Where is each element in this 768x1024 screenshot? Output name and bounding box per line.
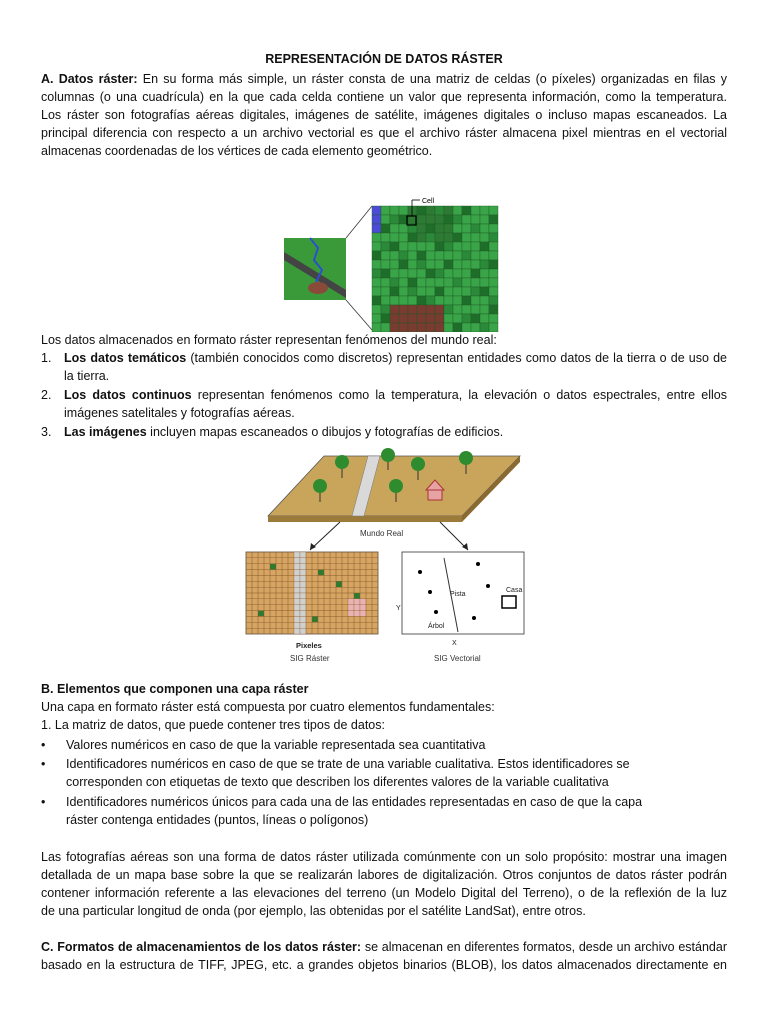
raster-cell: [453, 314, 462, 323]
raster-cell: [390, 269, 399, 278]
raster-pixel: [312, 616, 318, 622]
raster-cell: [471, 296, 480, 305]
raster-pixel: [354, 593, 360, 599]
bullet-2-text-cont: corresponden con etiquetas de texto que describen los diferentes valores de la variable cualitativa: [66, 775, 609, 789]
raster-pixel: [348, 611, 354, 617]
raster-cell: [372, 314, 381, 323]
tree-point: [472, 616, 476, 620]
raster-pixel: [300, 570, 306, 576]
raster-pixel: [300, 581, 306, 587]
raster-pixel: [294, 628, 300, 634]
raster-cell: [399, 305, 408, 314]
raster-cell: [372, 215, 381, 224]
raster-cell: [444, 242, 453, 251]
aerial-paragraph-line-4: de una particular longitud de onda (por ejemplo, las obtenidas por el satélite LandSat), entre otros.: [41, 904, 586, 918]
raster-cell: [417, 206, 426, 215]
raster-cell: [408, 296, 417, 305]
raster-pixel: [294, 599, 300, 605]
bullet-2-symbol: •: [41, 757, 46, 771]
raster-cell: [381, 278, 390, 287]
raster-cell: [480, 287, 489, 296]
raster-cell: [408, 305, 417, 314]
raster-pixel: [300, 558, 306, 564]
tree-point: [428, 590, 432, 594]
raster-cell: [426, 305, 435, 314]
bullet-3-text-cont: ráster contenga entidades (puntos, líneas o polígonos): [66, 813, 369, 827]
section-a-line-2: columnas (o una cuadrícula) en la que cada celda contiene un valor que representa información, como la temperatura.: [41, 90, 727, 104]
raster-cell: [372, 296, 381, 305]
raster-cell: [399, 269, 408, 278]
raster-cell: [480, 269, 489, 278]
raster-pixel: [348, 599, 354, 605]
raster-cell: [426, 287, 435, 296]
raster-cell: [381, 305, 390, 314]
mundo-real-label: Mundo Real: [360, 529, 404, 538]
raster-cell: [462, 305, 471, 314]
soil-patch: [308, 282, 328, 294]
raster-cell: [489, 242, 498, 251]
list-number-3: 3.: [41, 425, 52, 439]
raster-cell: [372, 269, 381, 278]
raster-cell: [471, 278, 480, 287]
list-number-1: 1.: [41, 351, 52, 365]
raster-cell: [381, 287, 390, 296]
raster-cell: [426, 206, 435, 215]
raster-cell: [462, 233, 471, 242]
tree-point: [434, 610, 438, 614]
raster-cell: [417, 260, 426, 269]
raster-cell: [489, 287, 498, 296]
zoom-line-bottom: [346, 300, 372, 330]
raster-cell: [444, 305, 453, 314]
raster-cell: [462, 215, 471, 224]
raster-cell: [444, 206, 453, 215]
raster-cell: [390, 233, 399, 242]
raster-cell: [390, 278, 399, 287]
bullet-1-symbol: •: [41, 738, 46, 752]
raster-cell: [390, 314, 399, 323]
raster-pixel: [258, 611, 264, 617]
raster-cell: [444, 269, 453, 278]
raster-cell: [480, 215, 489, 224]
raster-cell: [444, 296, 453, 305]
raster-pixel: [294, 593, 300, 599]
raster-pixel: [360, 599, 366, 605]
raster-cell: [435, 269, 444, 278]
raster-cell: [435, 305, 444, 314]
raster-cell: [480, 233, 489, 242]
raster-cell-figure: [280, 190, 500, 332]
raster-cell: [471, 305, 480, 314]
raster-grid: [372, 206, 498, 332]
raster-cell: [480, 314, 489, 323]
zoom-line-top: [346, 206, 372, 238]
bullet-3-text: Identificadores numéricos únicos para cada una de las entidades representadas en caso de que la capa: [66, 795, 643, 809]
raster-cell: [489, 233, 498, 242]
raster-cell: [390, 287, 399, 296]
raster-cell: [435, 242, 444, 251]
section-a-line-3: Los ráster son fotografías aéreas digitales, imágenes de satélite, imágenes digitales o incluso mapas escaneados. La: [41, 108, 727, 122]
raster-cell: [426, 278, 435, 287]
bullet-3-symbol: •: [41, 795, 46, 809]
raster-pixel: [294, 587, 300, 593]
raster-cell: [417, 287, 426, 296]
raster-cell: [372, 305, 381, 314]
raster-cell: [417, 278, 426, 287]
raster-cell: [444, 233, 453, 242]
raster-cell: [381, 251, 390, 260]
raster-pixel: [300, 593, 306, 599]
raster-pixel: [300, 552, 306, 558]
raster-cell: [399, 287, 408, 296]
list-item-2-cont: imágenes satelitales y fotografías aéreas.: [64, 406, 295, 420]
raster-cell: [453, 305, 462, 314]
raster-cell: [417, 314, 426, 323]
raster-cell: [489, 269, 498, 278]
raster-cell: [462, 296, 471, 305]
raster-cell: [399, 314, 408, 323]
raster-cell: [435, 260, 444, 269]
aerial-paragraph-line-1: Las fotografías aéreas son una forma de datos ráster utilizada comúnmente con un solo propósito: mostrar una imagen: [41, 850, 727, 864]
raster-cell: [408, 251, 417, 260]
raster-cell: [453, 233, 462, 242]
raster-cell: [462, 269, 471, 278]
raster-cell: [381, 224, 390, 233]
section-b-heading: B. Elementos que componen una capa ráster: [41, 682, 309, 696]
raster-cell: [426, 242, 435, 251]
raster-pixel: [294, 570, 300, 576]
raster-cell: [372, 206, 381, 215]
raster-cell: [462, 224, 471, 233]
raster-cell: [444, 251, 453, 260]
raster-cell: [399, 260, 408, 269]
raster-cell: [444, 260, 453, 269]
raster-cell: [399, 278, 408, 287]
raster-cell: [372, 251, 381, 260]
raster-cell: [408, 260, 417, 269]
raster-cell: [390, 215, 399, 224]
raster-cell: [390, 242, 399, 251]
raster-cell: [480, 296, 489, 305]
raster-cell: [417, 251, 426, 260]
list-item-2: Los datos continuos representan fenómenos como la temperatura, la elevación o datos espectrales, entre ellos: [64, 388, 727, 402]
raster-cell: [399, 233, 408, 242]
raster-cell: [408, 233, 417, 242]
raster-cell: [381, 296, 390, 305]
tree-point: [476, 562, 480, 566]
section-c-label: C. Formatos de almacenamientos de los datos ráster:: [41, 940, 362, 954]
raster-cell: [471, 233, 480, 242]
raster-cell: [462, 242, 471, 251]
raster-cell: [471, 260, 480, 269]
raster-cell: [462, 287, 471, 296]
pista-label: Pista: [450, 591, 466, 598]
raster-cell: [426, 224, 435, 233]
raster-cell: [480, 224, 489, 233]
raster-cell: [471, 251, 480, 260]
raster-cell: [399, 296, 408, 305]
raster-cell: [417, 269, 426, 278]
section-a-line-4: principal diferencia con respecto a un archivo vectorial es que el archivo ráster almacena pixel mientras en el vectorial: [41, 126, 727, 140]
list-item-1: Los datos temáticos (también conocidos como discretos) representan entidades como datos de la tierra o de uso de: [64, 351, 727, 365]
raster-cell: [390, 305, 399, 314]
raster-pixel: [300, 628, 306, 634]
raster-cell: [408, 242, 417, 251]
list-intro: Los datos almacenados en formato ráster representan fenómenos del mundo real:: [41, 333, 497, 347]
section-b-item-1: 1. La matriz de datos, que puede contener tres tipos de datos:: [41, 718, 385, 732]
raster-cell: [435, 215, 444, 224]
raster-cell: [435, 233, 444, 242]
aerial-paragraph-line-3: contener información referente a las elevaciones del terreno (un Modelo Digital del Terreno), o de la reflexión de la luz: [41, 886, 727, 900]
raster-cell: [426, 314, 435, 323]
arbol-label: Árbol: [428, 623, 445, 630]
list-item-3: Las imágenes incluyen mapas escaneados o dibujos y fotografías de edificios.: [64, 425, 504, 439]
raster-cell: [381, 242, 390, 251]
axis-y-label: Y: [396, 605, 401, 612]
raster-pixel: [294, 552, 300, 558]
page-title: REPRESENTACIÓN DE DATOS RÁSTER: [265, 52, 503, 66]
raster-pixel: [300, 616, 306, 622]
raster-cell: [381, 206, 390, 215]
cell-label: Cell: [422, 198, 435, 205]
raster-cell: [489, 215, 498, 224]
section-b-intro: Una capa en formato ráster está compuesta por cuatro elementos fundamentales:: [41, 700, 495, 714]
raster-cell: [489, 251, 498, 260]
raster-pixel: [300, 622, 306, 628]
raster-cell: [453, 260, 462, 269]
raster-cell: [408, 278, 417, 287]
section-c-line-2: basado en la estructura de TIFF, JPEG, etc. a grandes objetos binarios (BLOB), los datos almacenados directamente en: [41, 958, 727, 972]
raster-pixel: [354, 599, 360, 605]
raster-cell: [471, 215, 480, 224]
tree-point: [486, 584, 490, 588]
raster-pixel: [300, 564, 306, 570]
raster-cell: [471, 314, 480, 323]
raster-pixel: [270, 564, 276, 570]
raster-cell: [480, 305, 489, 314]
raster-cell: [426, 269, 435, 278]
raster-cell: [471, 242, 480, 251]
raster-pixel: [300, 611, 306, 617]
raster-cell: [462, 206, 471, 215]
raster-cell: [489, 224, 498, 233]
raster-cell: [453, 206, 462, 215]
axis-x-label: X: [452, 640, 457, 647]
arrow-head-vector: [462, 543, 468, 550]
raster-cell: [462, 260, 471, 269]
raster-cell: [417, 242, 426, 251]
casa-label: Casa: [506, 587, 523, 594]
raster-cell: [453, 269, 462, 278]
raster-cell: [408, 269, 417, 278]
raster-cell: [489, 206, 498, 215]
raster-cell: [480, 251, 489, 260]
raster-cell: [471, 206, 480, 215]
raster-cell: [489, 314, 498, 323]
raster-cell: [435, 251, 444, 260]
raster-cell: [426, 251, 435, 260]
bullet-2-text: Identificadores numéricos en caso de que se trate de una variable cualitativa. Estos identificadores se: [66, 757, 630, 771]
raster-cell: [444, 314, 453, 323]
raster-pixel: [336, 581, 342, 587]
raster-cell: [399, 242, 408, 251]
raster-cell: [444, 224, 453, 233]
raster-cell: [372, 242, 381, 251]
raster-cell: [372, 260, 381, 269]
sig-raster-label: SIG Ráster: [290, 654, 330, 663]
raster-cell: [453, 287, 462, 296]
raster-cell: [426, 296, 435, 305]
raster-cell: [453, 278, 462, 287]
raster-pixel: [294, 616, 300, 622]
raster-cell: [453, 251, 462, 260]
raster-pixel: [300, 587, 306, 593]
raster-cell: [417, 305, 426, 314]
raster-cell: [417, 215, 426, 224]
raster-cell: [435, 206, 444, 215]
raster-cell: [453, 242, 462, 251]
raster-cell: [381, 260, 390, 269]
raster-pixel: [300, 599, 306, 605]
raster-cell: [372, 278, 381, 287]
section-a-label: A. Datos ráster:: [41, 72, 138, 86]
real-world-figure: [230, 446, 530, 672]
raster-cell: [399, 206, 408, 215]
aerial-paragraph-line-2: detallada de un mapa base sobre la que se realizarán labores de digitalización. Otros conjuntos de datos ráster podrán: [41, 868, 727, 882]
raster-cell: [435, 224, 444, 233]
section-c-line-1: C. Formatos de almacenamientos de los datos ráster: se almacenan en diferentes formatos, desde un archivo estándar: [41, 940, 727, 954]
raster-cell: [408, 206, 417, 215]
raster-pixel: [318, 570, 324, 576]
terrain-edge: [268, 516, 462, 522]
raster-cell: [480, 242, 489, 251]
raster-cell: [453, 296, 462, 305]
raster-cell: [462, 251, 471, 260]
raster-cell: [426, 260, 435, 269]
raster-cell: [390, 260, 399, 269]
raster-cell: [471, 287, 480, 296]
section-a-line-1: A. Datos ráster: En su forma más simple, un ráster consta de una matriz de celdas (o píxeles) organizadas en filas y: [41, 72, 727, 86]
raster-cell: [435, 278, 444, 287]
raster-cell: [390, 251, 399, 260]
raster-cell: [462, 278, 471, 287]
raster-pixel: [360, 605, 366, 611]
raster-cell: [390, 224, 399, 233]
arrow-to-raster: [310, 522, 340, 550]
raster-cell: [480, 206, 489, 215]
raster-cell: [372, 224, 381, 233]
raster-cell: [480, 278, 489, 287]
raster-cell: [417, 296, 426, 305]
raster-cell: [444, 278, 453, 287]
raster-cell: [381, 314, 390, 323]
raster-cell: [471, 224, 480, 233]
pixeles-label: Pixeles: [296, 641, 322, 650]
sig-vectorial-label: SIG Vectorial: [434, 654, 481, 663]
raster-cell: [426, 215, 435, 224]
bullet-1-text: Valores numéricos en caso de que la variable representada sea cuantitativa: [66, 738, 486, 752]
raster-cell: [417, 233, 426, 242]
raster-cell: [372, 233, 381, 242]
raster-pixel: [294, 611, 300, 617]
raster-cell: [489, 296, 498, 305]
raster-pixel: [294, 581, 300, 587]
raster-cell: [462, 314, 471, 323]
raster-pixel: [294, 622, 300, 628]
list-item-1-cont: la tierra.: [64, 369, 110, 383]
raster-cell: [381, 233, 390, 242]
raster-pixel: [360, 611, 366, 617]
tree-point: [418, 570, 422, 574]
raster-pixel: [294, 558, 300, 564]
raster-cell: [390, 296, 399, 305]
raster-cell: [399, 251, 408, 260]
raster-cell: [489, 260, 498, 269]
raster-cell: [489, 305, 498, 314]
raster-cell: [435, 296, 444, 305]
raster-cell: [408, 314, 417, 323]
raster-cell: [444, 287, 453, 296]
raster-cell: [471, 269, 480, 278]
raster-cell: [453, 215, 462, 224]
raster-cell: [444, 215, 453, 224]
list-number-2: 2.: [41, 388, 52, 402]
raster-pixel: [294, 575, 300, 581]
raster-pixel: [294, 564, 300, 570]
raster-cell: [381, 215, 390, 224]
raster-pixel: [354, 611, 360, 617]
raster-cell: [426, 233, 435, 242]
section-a-line-5: almacenas coordenadas de los vértices de cada elemento geométrico.: [41, 144, 433, 158]
arrow-head-raster: [310, 543, 316, 550]
raster-cell: [453, 224, 462, 233]
raster-pixel: [300, 605, 306, 611]
raster-cell: [372, 287, 381, 296]
raster-pixel: [348, 605, 354, 611]
raster-cell: [435, 287, 444, 296]
raster-cell: [408, 287, 417, 296]
raster-cell: [435, 314, 444, 323]
raster-pixel: [294, 605, 300, 611]
raster-cell: [480, 260, 489, 269]
raster-cell: [381, 269, 390, 278]
raster-cell: [417, 224, 426, 233]
raster-cell: [489, 278, 498, 287]
raster-pixel: [300, 575, 306, 581]
raster-cell: [390, 206, 399, 215]
raster-pixel: [354, 605, 360, 611]
